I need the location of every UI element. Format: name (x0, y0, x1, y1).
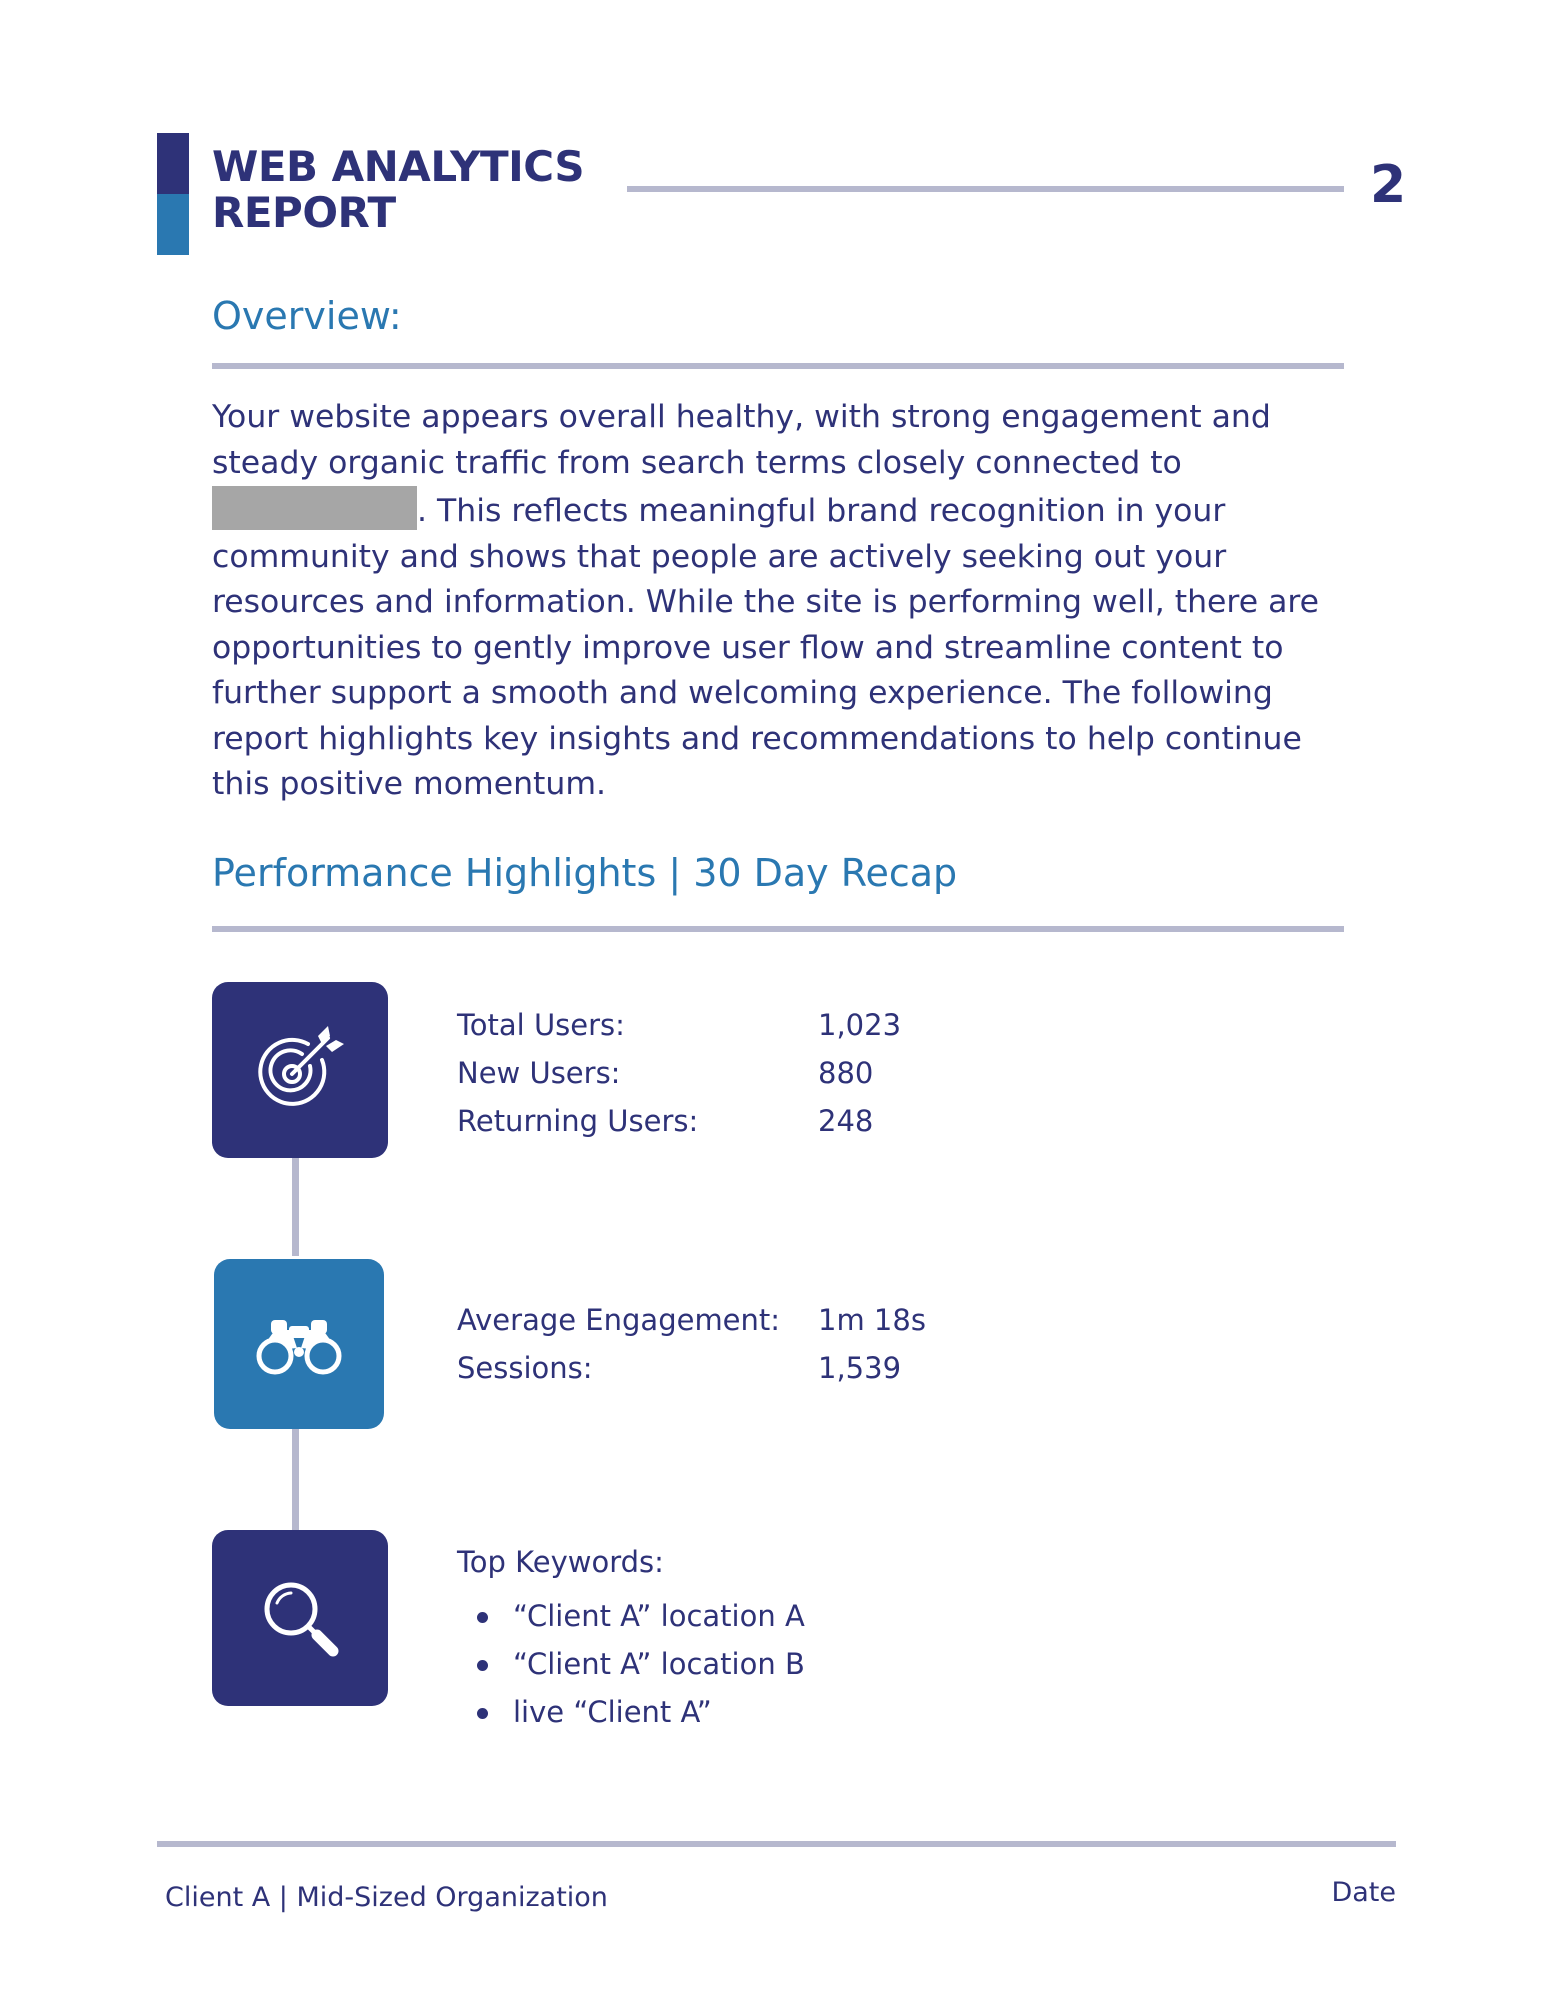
metric-value: 248 (818, 1104, 874, 1138)
keyword-item: “Client A” location A (462, 1592, 805, 1640)
metric-value: 880 (818, 1056, 874, 1090)
overview-heading: Overview: (212, 294, 402, 338)
redacted-block (212, 486, 417, 530)
metric-label: Sessions: (457, 1351, 593, 1385)
highlights-heading: Performance Highlights | 30 Day Recap (212, 851, 958, 895)
metric-label: Average Engagement: (457, 1303, 781, 1337)
keywords-card (212, 1530, 388, 1706)
footer-date: Date (1331, 1877, 1396, 1908)
keywords-list (462, 1592, 805, 1736)
overview-paragraph (212, 395, 1352, 808)
target-icon (252, 1022, 348, 1118)
footer-client: Client A | Mid-Sized Organization (165, 1882, 608, 1913)
keywords-label: Top Keywords: (457, 1545, 664, 1579)
metric-value: 1,539 (818, 1351, 902, 1385)
overview-divider (212, 363, 1344, 369)
users-card (212, 982, 388, 1158)
accent-bar-bottom (157, 194, 189, 255)
magnifier-icon (255, 1573, 345, 1663)
timeline-connector (292, 1150, 299, 1256)
keyword-item: “Client A” location B (462, 1640, 805, 1688)
metric-label: New Users: (457, 1056, 621, 1090)
footer-divider (157, 1841, 1396, 1847)
metric-value: 1m 18s (818, 1303, 926, 1337)
engagement-card (214, 1259, 384, 1429)
accent-bar-top (157, 133, 189, 194)
report-title (212, 144, 584, 236)
keyword-item: live “Client A” (462, 1688, 805, 1736)
metric-label: Returning Users: (457, 1104, 699, 1138)
metric-value: 1,023 (818, 1008, 902, 1042)
page-number: 2 (1370, 155, 1407, 215)
metric-label: Total Users: (457, 1008, 625, 1042)
overview-text-part1: Your website appears overall healthy, with strong engagement and steady organic traffic from search terms closely connected to (212, 399, 1271, 481)
header-divider (627, 186, 1344, 192)
highlights-divider (212, 926, 1344, 932)
report-title-line1: WEB ANALYTICS (212, 142, 585, 191)
timeline-connector (292, 1423, 299, 1531)
overview-text-part2: . This reflects meaningful brand recognition in your community and shows that people are actively seeking out your resources and information. While the site is performing well, there are opportunities to gently improve user flow and streamline content to further support a smooth and welcoming experience. The following report highlights key insights and recommendations to help continue this positive momentum. (212, 493, 1320, 802)
report-title-line2: REPORT (212, 188, 396, 237)
binoculars-icon (251, 1308, 347, 1380)
